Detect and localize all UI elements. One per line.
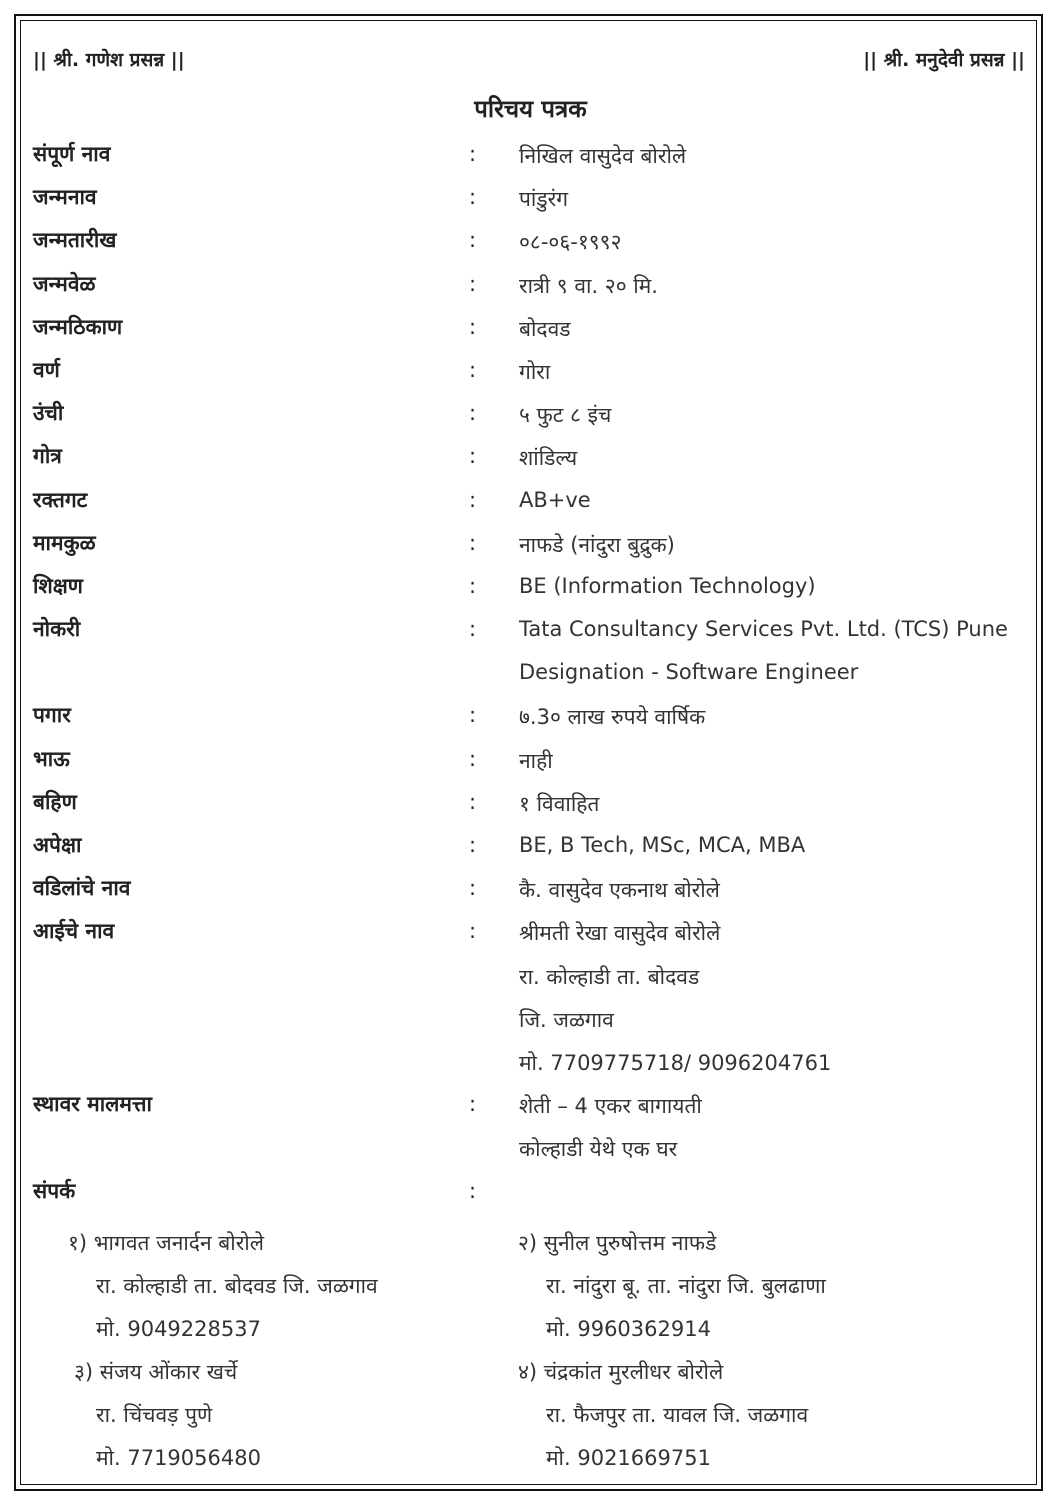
field-value: Tata Consultancy Services Pvt. Ltd. (TCS) Pune [519,617,1008,642]
biodata-row [0,436,1061,479]
field-separator: : [469,703,477,728]
contact-phone: मो. 7719056480 [96,1446,261,1470]
left-blessing: || श्री. गणेश प्रसन्न || [33,49,185,71]
biodata-row [0,955,1061,998]
contact-2 [518,1222,826,1351]
biodata-table [0,134,1061,1214]
field-value: बोदवड [519,316,571,341]
contact-phone: मो. 9960362914 [546,1317,711,1341]
field-label: जन्मठिकाण [33,314,123,339]
contact-phone: मो. 9049228537 [96,1317,261,1341]
field-separator: : [469,1092,477,1117]
field-separator: : [469,228,477,253]
contact-name: ४) चंद्रकांत मुरलीधर बोरोले [518,1360,724,1384]
field-separator: : [469,833,477,857]
biodata-row [0,739,1061,782]
biodata-row [0,1127,1061,1170]
field-value: कोल्हाडी येथे एक घर [519,1137,678,1162]
field-label: वर्ण [33,357,60,382]
contact-phone: मो. 9021669751 [546,1446,711,1470]
biodata-row [0,350,1061,393]
field-label: नोकरी [33,617,81,642]
field-label: जन्मतारीख [33,228,117,253]
field-value: BE (Information Technology) [519,573,816,598]
field-label: मामकुळ [33,530,96,555]
right-blessing: || श्री. मनुदेवी प्रसन्न || [863,49,1025,71]
field-label: शिक्षण [33,573,83,598]
contact-3 [74,1351,261,1480]
field-label: जन्मनाव [33,185,97,210]
contact-name: ३) संजय ओंकार खर्चे [74,1360,238,1384]
field-separator: : [469,746,477,771]
field-separator: : [469,357,477,382]
contact-4 [518,1351,808,1480]
field-value: ०८-०६-१९९२ [519,230,622,255]
field-value: शांडिल्य [519,446,578,471]
field-label: संपूर्ण नाव [33,142,111,166]
field-label: बहिण [33,789,77,814]
contact-address: रा. फैजपुर ता. यावल जि. जळगाव [546,1403,809,1427]
document-title: परिचय पत्रक [474,95,587,123]
field-separator: : [469,617,477,642]
field-value: कै. वासुदेव एकनाथ बोरोले [519,878,720,903]
biodata-row [0,1084,1061,1127]
field-value: मो. 7709775718/ 9096204761 [519,1050,832,1075]
biodata-row [0,998,1061,1041]
biodata-row [0,307,1061,350]
field-label: रक्तगट [33,487,88,512]
biodata-row [0,652,1061,695]
field-label: जन्मवेळ [33,271,96,296]
biodata-row [0,566,1061,609]
contact-name: १) भागवत जनार्दन बोरोले [68,1231,264,1255]
biodata-row [0,523,1061,566]
contact-address: रा. कोल्हाडी ता. बोदवड जि. जळगाव [96,1274,378,1298]
field-label: भाऊ [33,746,70,771]
field-value: AB+ve [519,487,591,512]
field-value: नाही [519,748,553,773]
field-value: ७.3० लाख रुपये वार्षिक [519,705,706,730]
field-value: श्रीमती रेखा वासुदेव बोरोले [519,921,721,946]
biodata-row [0,1041,1061,1084]
field-separator: : [469,573,477,598]
biodata-row [0,782,1061,825]
field-separator: : [469,444,477,469]
field-label: स्थावर मालमत्ता [33,1092,152,1117]
biodata-row [0,695,1061,738]
field-value: ५ फुट ८ इंच [519,403,612,428]
field-value: निखिल वासुदेव बोरोले [519,144,687,168]
field-separator: : [469,487,477,512]
field-label: उंची [33,401,64,426]
field-label: पगार [33,703,71,728]
field-label: वडिलांचे नाव [33,876,131,901]
biodata-row [0,609,1061,652]
contact-address: रा. नांदुरा बू. ता. नांदुरा जि. बुलढाणा [546,1274,826,1298]
field-separator: : [469,401,477,426]
field-value: जि. जळगाव [519,1007,614,1032]
field-value: पांडुरंग [519,187,569,212]
field-separator: : [469,919,477,944]
biodata-row [0,134,1061,177]
field-separator: : [469,1178,477,1203]
biodata-row [0,1171,1061,1214]
biodata-row [0,264,1061,307]
field-label: गोत्र [33,444,62,469]
contact-1 [68,1222,378,1351]
field-separator: : [469,271,477,296]
biodata-row [0,480,1061,523]
field-value: १ विवाहित [519,791,600,816]
contact-address: रा. चिंचवड़ पुणे [96,1403,213,1427]
field-value: BE, B Tech, MSc, MCA, MBA [519,833,806,857]
biodata-row [0,177,1061,220]
biodata-row [0,393,1061,436]
field-label: आईचे नाव [33,919,115,944]
field-label: संपर्क [33,1178,76,1203]
field-value: Designation - Software Engineer [519,660,859,685]
field-separator: : [469,530,477,555]
field-value: रात्री ९ वा. २० मि. [519,273,658,298]
field-separator: : [469,185,477,210]
field-separator: : [469,789,477,814]
field-label: अपेक्षा [33,833,82,857]
field-separator: : [469,142,477,166]
biodata-row [0,220,1061,263]
biodata-row [0,868,1061,911]
field-separator: : [469,876,477,901]
field-value: गोरा [519,359,551,384]
field-separator: : [469,314,477,339]
biodata-row [0,825,1061,868]
contact-name: २) सुनील पुरुषोत्तम नाफडे [518,1231,717,1255]
field-value: नाफडे (नांदुरा बुद्रुक) [519,532,675,557]
field-value: रा. कोल्हाडी ता. बोदवड [519,964,700,989]
biodata-row [0,911,1061,954]
field-value: शेती – 4 एकर बागायती [519,1094,702,1119]
